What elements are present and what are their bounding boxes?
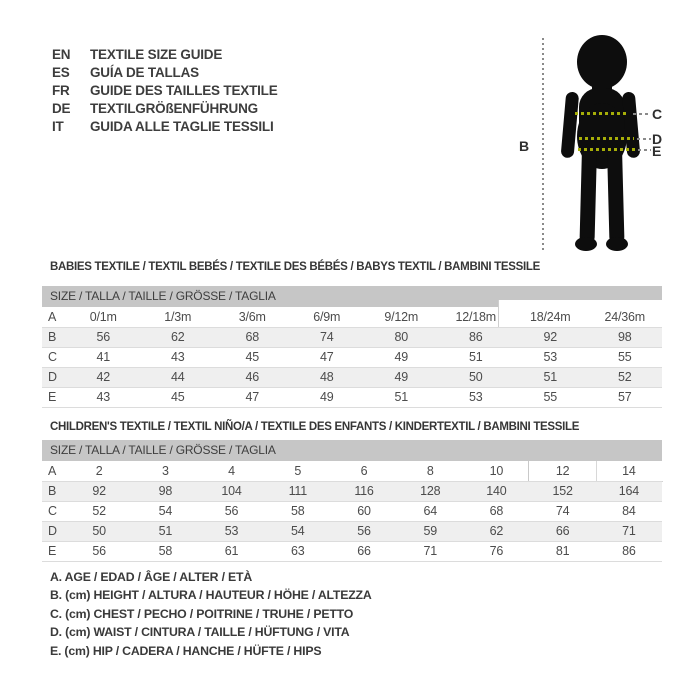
language-row-it: [52, 118, 278, 136]
table-cell: 14: [622, 464, 636, 478]
table-cell: 1/3m: [164, 310, 192, 324]
table-cell: 49: [394, 370, 408, 384]
chest-measure-dash: [633, 113, 649, 115]
table-cell: 98: [158, 484, 173, 498]
table-cell: 61: [224, 544, 239, 558]
table-cell: 86: [622, 544, 636, 558]
table-cell: 12/18m: [455, 310, 496, 324]
table-cell: 4: [228, 464, 235, 478]
table-cell: 66: [555, 524, 570, 538]
table-row-B: [42, 327, 662, 347]
guide-title-de: TEXTILGRÖßENFÜHRUNG: [90, 101, 258, 116]
table-cell: 51: [158, 524, 173, 538]
row-label: E: [48, 390, 57, 404]
language-code: DE: [52, 101, 71, 116]
row-label: A: [48, 464, 57, 478]
language-code: IT: [52, 119, 64, 134]
table-row-C: [42, 501, 662, 521]
table-cell: 10: [489, 464, 504, 478]
table-cell: 58: [158, 544, 173, 558]
row-label: E: [48, 544, 57, 558]
table-cell: 111: [288, 484, 307, 498]
children-table-title: CHILDREN'S TEXTILE / TEXTIL NIÑO/A / TEXTILE DES ENFANTS / KINDERTEXTIL / BAMBINI TESSILE: [50, 421, 580, 433]
table-cell: 57: [617, 390, 632, 404]
babies-table-title: BABIES TEXTILE / TEXTIL BEBÉS / TEXTILE DES BÉBÉS / BABYS TEXTIL / BAMBINI TESSILE: [50, 261, 540, 273]
table-cell: 63: [291, 544, 305, 558]
table-cell: 86: [468, 330, 483, 344]
table-cell: 92: [92, 484, 106, 498]
legend-height: B. (cm) HEIGHT / ALTURA / HAUTEUR / HÖHE / ALTEZZA: [50, 588, 372, 603]
table-cell: 53: [468, 390, 483, 404]
table-cell: 3/6m: [238, 310, 266, 324]
table-cell: 50: [468, 370, 483, 384]
table-cell: 6/9m: [313, 310, 341, 324]
table-cell: 53: [224, 524, 239, 538]
table-cell: 48: [319, 370, 334, 384]
table-cell: 58: [291, 504, 305, 518]
table-cell: 66: [357, 544, 371, 558]
table-cell: 68: [489, 504, 504, 518]
table-cell: 2: [95, 464, 103, 478]
table-cell: 92: [543, 330, 557, 344]
table-cell: 140: [486, 484, 507, 498]
guide-title-it: GUIDA ALLE TAGLIE TESSILI: [90, 119, 274, 134]
language-title-list: [52, 46, 278, 136]
guide-title-es: GUÍA DE TALLAS: [90, 65, 199, 80]
legend-hip: E. (cm) HIP / CADERA / HANCHE / HÜFTE / HIPS: [50, 643, 322, 658]
table-cell: 53: [543, 350, 557, 364]
table-cell: 18/24m: [530, 310, 571, 324]
table-cell: 68: [245, 330, 259, 344]
height-measure-label: B: [519, 138, 529, 154]
table-cell: 56: [224, 504, 239, 518]
table-cell: 62: [489, 524, 504, 538]
hip-measure-line: [578, 148, 636, 151]
table-row-E: [42, 387, 662, 407]
table-row-C: [42, 347, 662, 367]
measurement-legend: [50, 568, 372, 660]
table-cell: 9/12m: [384, 310, 419, 324]
table-cell: 164: [618, 484, 639, 498]
table-cell: 43: [170, 350, 185, 364]
table-cell: 52: [617, 370, 632, 384]
table-cell: 51: [394, 390, 408, 404]
table-cell: 98: [617, 330, 632, 344]
language-row-es: [52, 64, 278, 82]
hip-measure-dash: [638, 149, 651, 151]
table-cell: 24/36m: [604, 310, 645, 324]
table-cell: 55: [617, 350, 632, 364]
row-label: C: [48, 504, 57, 518]
table-cell: 116: [354, 484, 374, 498]
table-cell: 8: [426, 464, 434, 478]
language-code: FR: [52, 83, 70, 98]
table-cell: 47: [245, 390, 259, 404]
table-cell: 56: [96, 330, 110, 344]
waist-measure-line: [579, 137, 634, 140]
table-cell: 46: [245, 370, 259, 384]
table-cell: 51: [468, 350, 483, 364]
table-cell: 104: [221, 484, 242, 498]
table-cell: 81: [555, 544, 570, 558]
row-label: D: [48, 524, 57, 538]
row-label: B: [48, 484, 57, 498]
child-silhouette-icon: [553, 32, 649, 254]
table-cell: 54: [291, 524, 305, 538]
table-cell: 51: [543, 370, 557, 384]
table-row-A: [42, 461, 662, 481]
table-cell: 54: [158, 504, 173, 518]
table-cell: 6: [360, 464, 368, 478]
legend-chest: C. (cm) CHEST / PECHO / POITRINE / TRUHE / PETTO: [50, 606, 354, 621]
children-size-table: [42, 440, 662, 562]
hip-measure-label: E: [652, 143, 662, 159]
children-table-header: SIZE / TALLA / TAILLE / GRÖSSE / TAGLIA: [42, 440, 662, 461]
table-cell: 56: [92, 544, 106, 558]
chest-measure-line: [575, 112, 628, 115]
row-label: C: [48, 350, 57, 364]
table-row-E: [42, 541, 662, 561]
table-cell: 42: [96, 370, 110, 384]
table-cell: 44: [170, 370, 185, 384]
row-label: B: [48, 330, 57, 344]
table-cell: 55: [543, 390, 557, 404]
row-label: A: [48, 310, 57, 324]
height-measure-line: [542, 38, 544, 250]
language-row-fr: [52, 82, 278, 100]
table-cell: 49: [319, 390, 334, 404]
guide-title-fr: GUIDE DES TAILLES TEXTILE: [90, 83, 278, 98]
table-cell: 64: [423, 504, 437, 518]
legend-waist: D. (cm) WAIST / CINTURA / TAILLE / HÜFTUNG / VITA: [50, 625, 350, 640]
table-cell: 74: [319, 330, 334, 344]
table-cell: 62: [170, 330, 185, 344]
guide-title-en: TEXTILE SIZE GUIDE: [90, 47, 223, 62]
table-cell: 12: [555, 464, 570, 478]
waist-measure-label: D: [652, 131, 662, 147]
table-row-D: [42, 521, 662, 541]
table-cell: 128: [420, 484, 441, 498]
table-cell: 56: [357, 524, 371, 538]
babies-table-header: SIZE / TALLA / TAILLE / GRÖSSE / TAGLIA: [42, 286, 662, 307]
table-cell: 41: [96, 350, 110, 364]
language-code: EN: [52, 47, 71, 62]
table-row-D: [42, 367, 662, 387]
table-cell: 45: [170, 390, 185, 404]
table-cell: 60: [357, 504, 371, 518]
legend-age: A. AGE / EDAD / ÂGE / ALTER / ETÀ: [50, 570, 253, 584]
table-cell: 43: [96, 390, 110, 404]
language-row-en: [52, 46, 278, 64]
table-row-B: [42, 481, 662, 501]
table-cell: 71: [423, 544, 437, 558]
chest-measure-label: C: [652, 106, 662, 122]
table-cell: 3: [161, 464, 169, 478]
table-cell: 76: [489, 544, 504, 558]
table-cell: 0/1m: [89, 310, 117, 324]
table-cell: 5: [294, 464, 302, 478]
table-cell: 45: [245, 350, 259, 364]
table-row-A: [42, 307, 662, 327]
table-cell: 74: [555, 504, 570, 518]
children-table-body: [42, 461, 662, 561]
babies-table-body: [42, 307, 662, 407]
language-row-de: [52, 100, 278, 118]
table-cell: 71: [622, 524, 636, 538]
table-cell: 152: [552, 484, 573, 498]
table-cell: 52: [92, 504, 106, 518]
table-cell: 59: [423, 524, 437, 538]
table-cell: 47: [319, 350, 334, 364]
row-label: D: [48, 370, 57, 384]
language-code: ES: [52, 65, 70, 80]
waist-measure-dash: [637, 138, 651, 140]
table-cell: 50: [92, 524, 106, 538]
table-cell: 84: [622, 504, 636, 518]
table-cell: 49: [394, 350, 408, 364]
table-cell: 80: [394, 330, 408, 344]
